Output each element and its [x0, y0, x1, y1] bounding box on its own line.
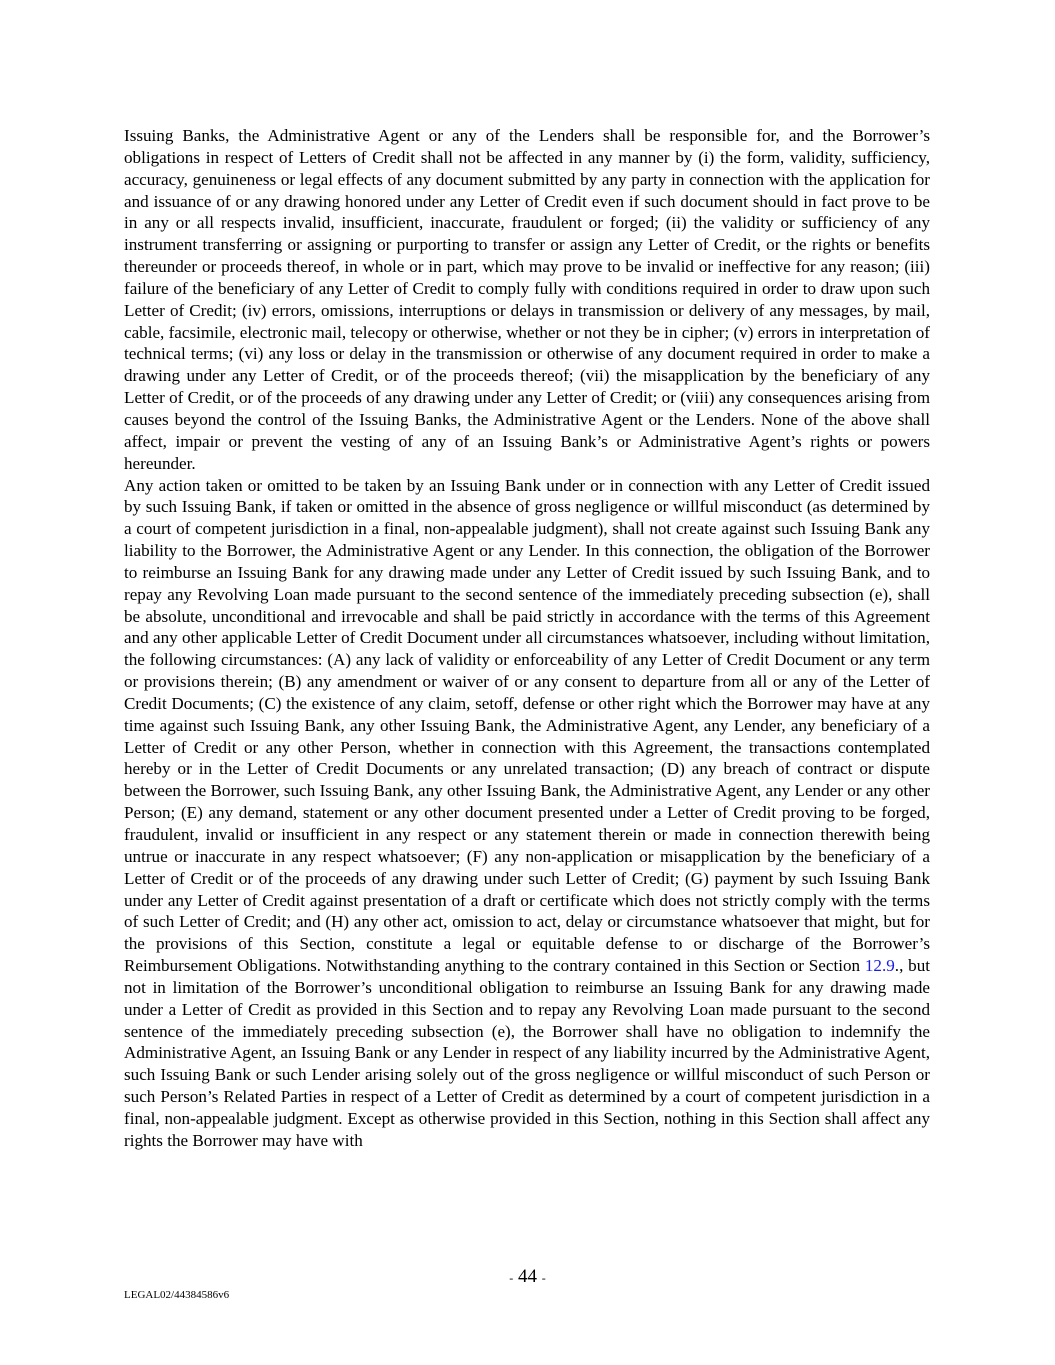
paragraph-text-after-reference: ., but not in limitation of the Borrower’s unconditional obligation to reimburse an Issuing Bank for any drawing made under a Letter of Credit as provided in this Section and to repay any Revolving Loan made pursuant to the second sentence of the immediately preceding subsection (e), the Borrower shall have no obligation to indemnify the Administrative Agent, an Issuing Bank or any Lender in respect of any liability incurred by the Administrative Agent, such Issuing Bank or such Lender arising solely out of the gross negligence or willful misconduct of such Person or such Person’s Related Parties in respect of a Letter of Credit as determined by a court of competent jurisdiction in a final, non-appealable judgment. Except as otherwise provided in this Section, nothing in this Section shall affect any rights the Borrower may have with: [124, 956, 930, 1150]
paragraph-issuing-bank-liability: [124, 475, 930, 1152]
page-number-value: 44: [518, 1266, 537, 1287]
paragraph-text-before-reference: Any action taken or omitted to be taken by an Issuing Bank under or in connection with any Letter of Credit issued by such Issuing Bank, if taken or omitted in the absence of gross negligence or willful misconduct (as determined by a court of competent jurisdiction in a final, non-appealable judgment), shall not create against such Issuing Bank any liability to the Borrower, the Administrative Agent or any Lender. In this connection, the obligation of the Borrower to reimburse an Issuing Bank for any drawing made under any Letter of Credit issued by such Issuing Bank, and to repay any Revolving Loan made pursuant to the second sentence of the immediately preceding subsection (e), shall be absolute, unconditional and irrevocable and shall be paid strictly in accordance with the terms of this Agreement and any other applicable Letter of Credit Document under all circumstances whatsoever, including without limitation, the following circumstances: (A) any lack of validity or enforceability of any Letter of Credit Document or any term or provisions therein; (B) any amendment or waiver of or any consent to departure from all or any of the Letter of Credit Documents; (C) the existence of any claim, setoff, defense or other right which the Borrower may have at any time against such Issuing Bank, any other Issuing Bank, the Administrative Agent, any Lender, any beneficiary of a Letter of Credit or any other Person, whether in connection with this Agreement, the transactions contemplated hereby or in the Letter of Credit Documents or any unrelated transaction; (D) any breach of contract or dispute between the Borrower, such Issuing Bank, any other Issuing Bank, the Administrative Agent, any Lender or any other Person; (E) any demand, statement or any other document presented under a Letter of Credit proving to be forged, fraudulent, invalid or insufficient in any respect or any statement therein or made in connection therewith being untrue or inaccurate in any respect whatsoever; (F) any non-application or misapplication by the beneficiary of a Letter of Credit or of the proceeds of any drawing under such Letter of Credit; (G) payment by such Issuing Bank under any Letter of Credit against presentation of a draft or certificate which does not strictly comply with the terms of such Letter of Credit; and (H) any other act, omission to act, delay or circumstance whatsoever that might, but for the provisions of this Section, constitute a legal or equitable defense to or discharge of the Borrower’s Reimbursement Obligations. Notwithstanding anything to the contrary contained in this Section or Section: [124, 475, 930, 976]
page-number: [0, 1266, 1055, 1289]
document-body: [124, 125, 930, 1152]
document-id: LEGAL02/44384586v6: [124, 1289, 230, 1301]
page-number-dash-right: -: [541, 1271, 546, 1285]
page-number-dash-left: -: [509, 1271, 514, 1285]
paragraph-letter-of-credit-responsibility: Issuing Banks, the Administrative Agent or any of the Lenders shall be responsible for, and the Borrower’s obligations in respect of Letters of Credit shall not be affected in any manner by (i) the form, validity, sufficiency, accuracy, genuineness or legal effects of any document submitted by any party in connection with the application for and issuance of or any drawing honored under any Letter of Credit even if such document should in fact prove to be in any or all respects invalid, insufficient, inaccurate, fraudulent or forged; (ii) the validity or sufficiency of any instrument transferring or assigning or purporting to transfer or assign any Letter of Credit, or the rights or benefits thereunder or proceeds thereof, in whole or in part, which may prove to be invalid or ineffective for any reason; (iii) failure of the beneficiary of any Letter of Credit to comply fully with conditions required in order to draw upon such Letter of Credit; (iv) errors, omissions, interruptions or delays in transmission or delivery of any messages, by mail, cable, facsimile, electronic mail, telecopy or otherwise, whether or not they be in cipher; (v) errors in interpretation of technical terms; (vi) any loss or delay in the transmission or otherwise of any document required in order to make a drawing under any Letter of Credit, or of the proceeds thereof; (vii) the misapplication by the beneficiary of any Letter of Credit, or of the proceeds of any drawing under any Letter of Credit; or (viii) any consequences arising from causes beyond the control of the Issuing Banks, the Administrative Agent or the Lenders. None of the above shall affect, impair or prevent the vesting of any of an Issuing Bank’s or Administrative Agent’s rights or powers hereunder.: [124, 126, 930, 473]
section-reference-link[interactable]: 12.9: [864, 956, 895, 976]
